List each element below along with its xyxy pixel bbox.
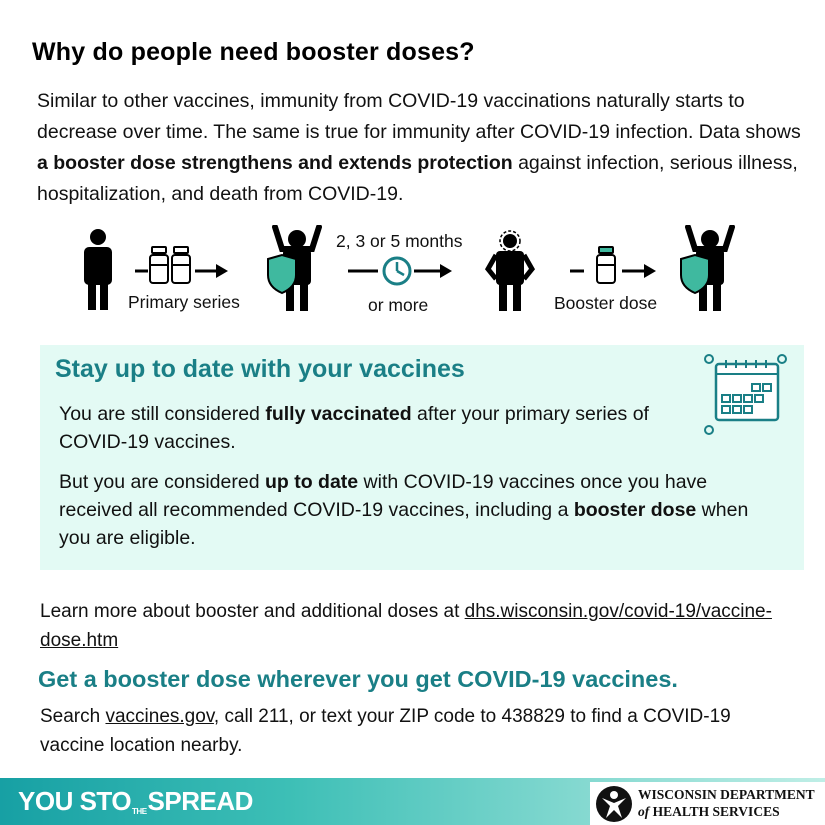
shield-person-icon: [681, 227, 732, 311]
text: when you are eligible.: [59, 499, 749, 549]
intro-bold: a booster dose strengthens and extends protection: [37, 152, 513, 174]
slogan-text: THE: [132, 807, 147, 816]
wdhs-logo-icon: [594, 784, 634, 824]
box-title: Stay up to date with your vaccines: [55, 355, 465, 383]
interval-more-label: or more: [368, 295, 429, 315]
text: with COVID-19 vaccines once you have received all recommended COVID-19 vaccines, including a: [59, 471, 708, 521]
org-text: of: [638, 804, 650, 819]
vial-icon: [570, 247, 615, 283]
arrow-icon: [622, 264, 656, 278]
slogan-text: SPREAD: [147, 786, 253, 816]
you-stop-the-spread-logo: [18, 786, 253, 817]
text: , call 211, or text your ZIP code to 438829 to find a COVID-19 vaccine location nearby.: [40, 706, 731, 756]
text: Learn more about booster and additional doses at: [40, 601, 465, 622]
page-title: Why do people need booster doses?: [32, 38, 475, 66]
clock-icon: [348, 258, 410, 284]
text: Search: [40, 706, 106, 727]
arrow-icon: [195, 264, 228, 278]
intro-paragraph: [37, 86, 807, 210]
shield-person-icon: [268, 227, 319, 311]
intro-text-2: against infection, serious illness, hospitalization, and death from COVID-19.: [37, 152, 798, 205]
dhs-link[interactable]: dhs.wisconsin.gov/covid-19/vaccine-dose.htm: [40, 601, 772, 651]
arrow-icon: [414, 264, 452, 278]
org-name-line-1: WISCONSIN DEPARTMENT: [638, 787, 815, 802]
booster-timeline-diagram: [70, 225, 770, 325]
text: after your primary series of COVID-19 vaccines.: [59, 403, 649, 453]
calendar-icon: [700, 350, 792, 438]
fully-vaccinated-paragraph: [59, 400, 679, 456]
org-name-line-2: [638, 804, 780, 820]
vaccines-gov-link[interactable]: vaccines.gov: [105, 706, 214, 727]
vials-icon: [135, 247, 190, 283]
waning-person-icon: [488, 231, 532, 311]
get-booster-heading: Get a booster dose wherever you get COVID-19 vaccines.: [38, 666, 678, 692]
search-paragraph: [40, 702, 800, 760]
booster-dose-label: Booster dose: [554, 293, 658, 313]
bold-text: up to date: [264, 471, 359, 493]
bold-text: fully vaccinated: [265, 403, 412, 425]
text: You are still considered: [59, 403, 266, 425]
org-text: HEALTH SERVICES: [649, 804, 780, 819]
intro-text-1: Similar to other vaccines, immunity from COVID-19 vaccinations naturally starts to decrease over time. The same is true for immunity after COVID-19 infection. Data shows: [37, 90, 801, 143]
bold-text: booster dose: [573, 499, 697, 521]
slogan-text: YOU STO: [18, 786, 132, 816]
up-to-date-paragraph: [59, 468, 779, 552]
interval-label: 2, 3 or 5 months: [336, 231, 463, 251]
primary-series-label: Primary series: [128, 292, 240, 312]
learn-more-paragraph: [40, 597, 800, 655]
text: But you are considered: [59, 471, 265, 493]
person-icon: [84, 229, 112, 310]
